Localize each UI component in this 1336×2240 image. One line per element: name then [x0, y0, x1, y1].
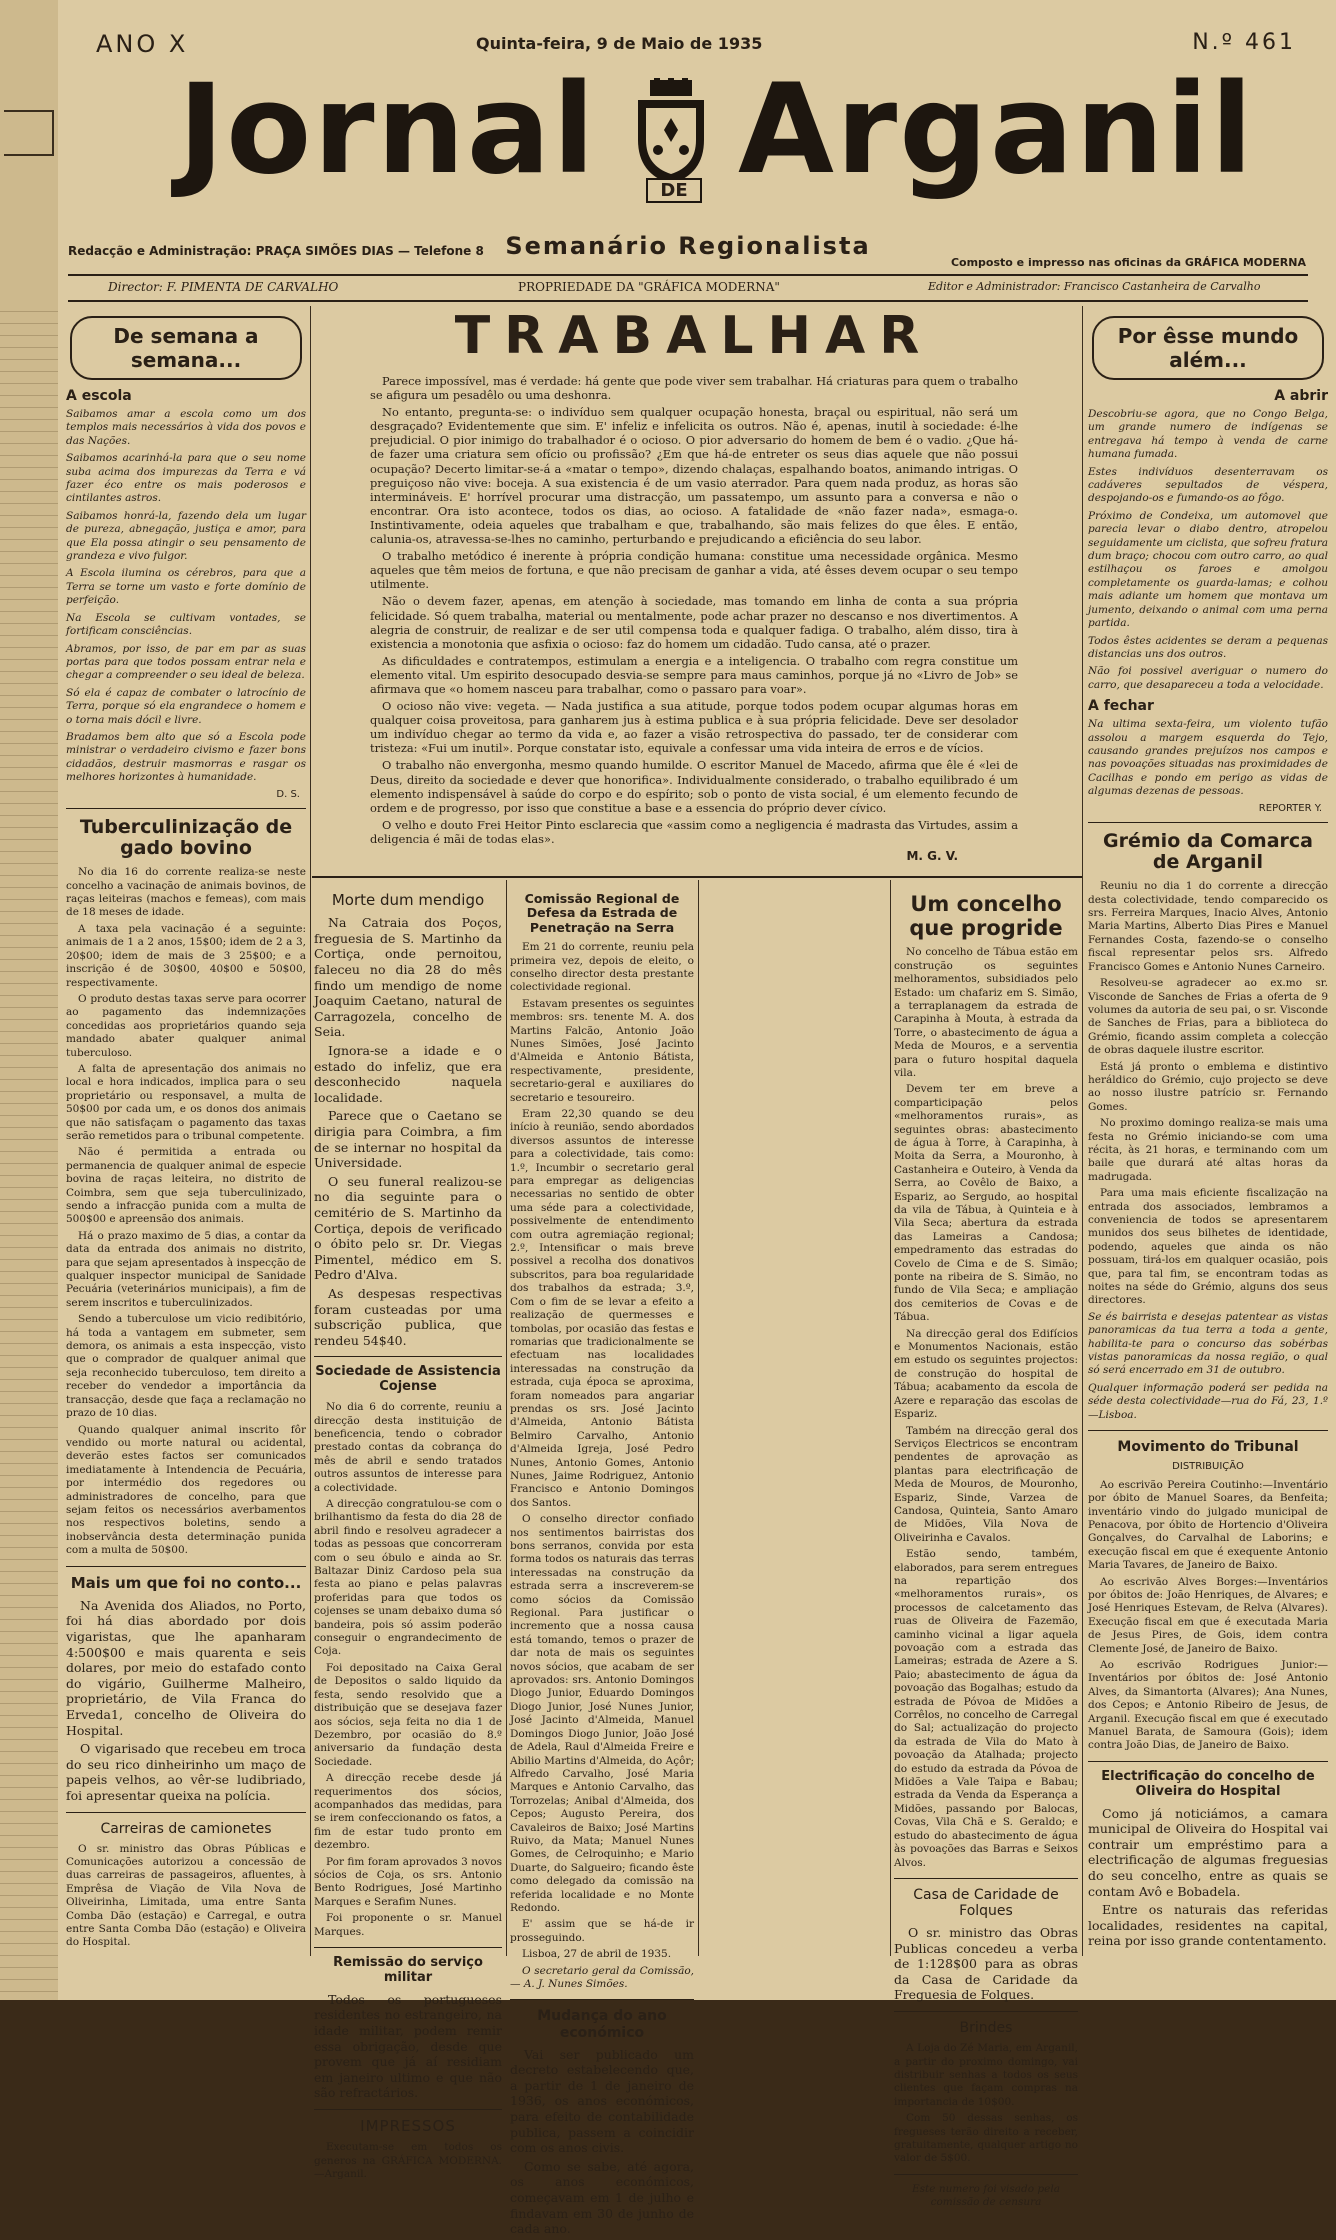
arganil-crest-icon [628, 78, 714, 190]
paragraph: Não é permitida a entrada ou permanencia de qualquer animal de especie bovina de raças leiteira, no distrito de Coimbra, sem que seja tuberculinizado, sendo a infracção punida com a multa de 500$00 e apreensão dos animais. [66, 1146, 306, 1226]
paragraph: Vai ser publicado um decreto estabelecendo que, a partir de 1 de janeiro de 1936, os anos económicos, para efeito de contabilidade publica, passem a coincidir com os anos civis. [510, 2046, 694, 2156]
left-column [66, 306, 306, 1953]
distribution-subhead: DISTRIBUIÇÃO [1172, 1461, 1244, 1473]
paragraph: Descobriu-se agora, que no Congo Belga, um grande numero de indígenas se entregava há tempo à venda de carne humana fumada. [1088, 408, 1328, 461]
staff-row [68, 274, 1308, 302]
paragraph: Em 21 do corrente, reuniu pela primeira vez, depois de eleito, o conselho director desta prestante colectividade regional. [510, 941, 694, 994]
main-article [370, 374, 1018, 865]
paragraph: Há o prazo maximo de 5 dias, a contar da data da entrada dos animais no distrito, para que sejam apresentados à inspecção de qualquer inspector municipal de Sanidade Pecuária (veterinários municipais), a fim de serem inscritos e tuberculinizados. [66, 1229, 306, 1309]
paragraph: A Escola ilumina os cérebros, para que a Terra se torne um vasto e forte domínio de perfeição. [66, 567, 306, 607]
paragraph: Também na direcção geral dos Serviços Electricos se encontram pendentes de aprovação as plantas para electrificação de Meda de Mouros, de Mouronho, Espariz, Sinde, Varzea de Candosa, Quinteia, Santo Amaro de Midões, Vila Nova de Oliveirinha e Cavalos. [894, 1424, 1078, 1544]
paragraph: Devem ter em breve a comparticipação pelos «melhoramentos rurais», as seguintes obras: abastecimento de água à Torre, à Carapinha, à Moita da Serra, a Mouronho, à Castanheira e Outeiro, à Venda da Serra, ao Covêlo de Baixo, a Espariz, ao Sergudo, ao hospital da vila de Tábua, à Quinteia e à Vila Seca; abertura da estrada das Lameiras a Candosa; empedramento das estradas do Covelo de Cima e de S. Simão; ponte na ribeira de S. Simão, no fundo de Vila Seca; e ampliação dos cemiterios de Covas e de Tábua. [894, 1083, 1078, 1324]
paragraph: Estavam presentes os seguintes membros: srs. tenente M. A. dos Martins Falcão, Antonio João Nunes Simões, José Jacinto d'Almeida e Antonio Bátista, respectivamente, presidente, secretario-geral e auxiliares do secretario e tesoureiro. [510, 997, 694, 1104]
director-credit: Director: F. PIMENTA DE CARVALHO [108, 280, 339, 294]
article-title-mudanca-ano: Mudança do ano económico [537, 2008, 667, 2041]
paragraph: O ocioso não vive: vegeta. — Nada justifica a sua atitude, porque todos podem ocupar algumas horas em qualquer coisa proveitosa, para ganharem jus à estima publica e à sua própria felicidade. Deve ser desolador um indivíduo chegar ao termo da vida e, ao fazer a visão retrospectiva do passado, ter de considerar com tristeza: «Fui um inutil». Porque constatar isto, equivale a confessar uma vida inteira de erros e de vícios. [370, 699, 1018, 756]
paragraph: Parece impossível, mas é verdade: há gente que pode viver sem trabalhar. Há criaturas para quem o trabalho se afigura um pesadêlo ou uma deshonra. [370, 374, 1018, 403]
paragraph: Qualquer informação poderá ser pedida na séde desta colectividade—rua do Fá, 23, 1.º—Lisboa. [1088, 1381, 1328, 1421]
paragraph: No entanto, pregunta-se: o indivíduo sem qualquer ocupação honesta, braçal ou espiritual, não será um desgraçado? Evidentemente que sim. E' infeliz e infelicita os outros. Não é, apenas, inutil à sociedade: é-lhe prejudicial. O pior inimigo do trabalhador é o ocioso. O pior adversario do homem de bem é o vadio. ¿Que há-de fazer uma criatura sem ofício ou profissão? ¿Em que há-de entreter os seus dias aquele que não possui ocupação? Decerto limitar-se-á a «matar o tempo», dizendo chalaças, espalhando boatos, animando intrigas. O preguiçoso não vive: boceja. A sua existencia é de um vasio aterrador. Para quem nada produz, as horas são intermináveis. E' horrível procurar uma distracção, um passatempo, um assunto para a conversa e não o encontrar. Ora isto acontece, todos os dias, ao ocioso. A fatalidade de «não fazer nada», esmaga-o. Instintivamente, odeia aqueles que trabalham e que, trabalhando, são mais felizes do que êles. E então, calunia-os, atravessa-se-lhes no caminho, perturbando e prejudicando a eficiência do seu labor. [370, 405, 1018, 547]
column-4 [894, 886, 1078, 2214]
paragraph: Saibamos honrá-la, fazendo dela um lugar de pureza, abnegação, justiça e amor, para que Ela possa atingir o seu pensamento de grandeza e vivo fulgor. [66, 509, 306, 563]
column-rule [310, 306, 311, 1956]
paragraph: Só ela é capaz de combater o latrocínio de Terra, porque só ela engrandece o homem e o torna mais dócil e livre. [66, 686, 306, 726]
paragraph: O sr. ministro das Obras Públicas e Comunicações autorizou a concessão de duas carreiras de passageiros, afluentes, à Emprêsa de Viação de Vila Nova de Oliveirinha, Limitada, uma entre Santa Comba Dão (estação) e Carregal, e outra entre Santa Comba Dão (estação) e Oliveira do Hospital. [66, 1842, 306, 1949]
paragraph: O seu funeral realizou-se no dia seguinte para o cemitério de S. Martinho da Cortiça, depois de verificado o óbito pelo sr. Dr. Viegas Pimentel, médico em S. Pedro d'Alva. [314, 1173, 502, 1283]
paragraph: O velho e douto Frei Heitor Pinto esclarecia que «assim como a negligencia é madrasta das Virtudes, assim a deligencia é mãi de todas elas». [370, 817, 1018, 846]
paragraph: No proximo domingo realiza-se mais uma festa no Grémio iniciando-se com uma récita, às 21 horas, e terminando com um baile que durará até altas horas da madrugada. [1088, 1117, 1328, 1183]
paragraph: Ao escrivão Alves Borges:—Inventários por óbitos de: João Henriques, de Alvares; e José Henriques Estevam, de Relva (Alvares). Execução fiscal em que é executada Maria de Jesus Pires, de Gois, idem contra Clemente José, de Janeiro de Baixo. [1088, 1575, 1328, 1655]
paragraph: Na Catraia dos Poços, freguesia de S. Martinho da Cortiça, onde pernoitou, faleceu no dia 28 do mês findo um mendigo de nome Joaquim Caetano, natural de Carragozela, concelho de Seia. [314, 915, 502, 1040]
divider [894, 2174, 1078, 2175]
column-rule [1082, 306, 1083, 1956]
column-rule [890, 880, 891, 1956]
main-article-bottom-rule [312, 876, 1082, 878]
kicker-a-abrir: A abrir [1274, 388, 1328, 404]
paragraph: Próximo de Condeixa, um automovel que parecia levar o diabo dentro, atropelou seguidamente um ciclista, que sofreu fratura dum braço; chocou com outro carro, ao qual estilhaçou os faroes e amolgou completamente os guarda-lamas; e colhou mais adiante um homem que montava um jumento, deixando o animal com uma perna partida. [1088, 509, 1328, 630]
paragraph: O vigarisado que recebeu em troca do seu rico dinheirinho um maço de papeis velhos, ao vêr-se ludibriado, foi apresentar queixa na polícia. [66, 1741, 306, 1803]
paragraph: Executam-se em todos os generos na GRÁFICA MODERNA.—Arganil. [314, 2141, 502, 2181]
paragraph: Reuniu no dia 1 do corrente a direcção desta colectividade, tendo comparecido os srs. Ferreira Marques, Inacio Alves, Antonio Maria Martins, Alberto Dias Pires e Manuel Fernandes Costa, fazendo-se o conselho fiscal representar pelos srs. Alfredo Francisco Gomes e Antonio Nunes Carneiro. [1088, 880, 1328, 973]
paragraph: Na Avenida dos Aliados, no Porto, foi há dias abordado por dois vigaristas, que lhe apanharam 4:500$00 e mais quarenta e seis dolares, por meio do estafado conto do vigário, Guilherme Malheiro, proprietário, de Vila Franca do Erveda1, concelho de Oliveira do Hospital. [66, 1597, 306, 1738]
article-title-concelho-progride: Um concelho que progride [909, 892, 1063, 941]
printer-credit: Composto e impresso nas oficinas da GRÁFICA MODERNA [950, 256, 1306, 269]
article-title-comissao-regional: Comissão Regional de Defesa da Estrada de Penetração na Serra [524, 891, 680, 935]
paragraph: A direcção recebe desde já requerimentos dos sócios, acompanhados das medidas, para se irem confeccionando os fatos, a fim de estar tudo pronto em dezembro. [314, 1772, 502, 1852]
column-2 [314, 886, 502, 2185]
paragraph: Com 50 dessas senhas, os fregueses terão direito a receber, gratuitamente, qualquer artigo no valor de 5$00. [894, 2112, 1078, 2165]
signature: D. S. [276, 788, 300, 800]
paragraph: O trabalho não envergonha, mesmo quando humilde. O escritor Manuel de Macedo, afirma que êle é «lei de Deus, direito da sociedade e dever que honorifica». Individualmente considerado, o trabalho equilibrado é um elemento indispensável à saúde do corpo e do espírito; sob o ponto de vista social, é um elemento fecundo de ordem e de progresso, por isso que constitue a base e a essencia do próprio dever cívico. [370, 758, 1018, 815]
paragraph: Parece que o Caetano se dirigia para Coimbra, a fim de se internar no hospital da Universidade. [314, 1108, 502, 1171]
paragraph: Sendo a tuberculose um vicio redibitório, há toda a vantagem em submeter, sem demora, os animais a esta inspecção, visto que o comprador de qualquer animal que seja reconhecido tuberculoso, tem direito a receber do vendedor a importância da transacção, desde que faça a reclamação no prazo de 10 dias. [66, 1313, 306, 1420]
nameplate-arganil: Arganil [738, 58, 1255, 202]
paragraph: As dificuldades e contratempos, estimulam a energia e a inteligencia. O trabalho com regra constitue um elemento vital. Um espirito desocupado desvia-se sempre para maus caminhos, porque já no «Livro de Job» se afirmava que «o homem nasceu para trabalhar, como o passaro para voar». [370, 653, 1018, 696]
paragraph: Na ultima sexta-feira, um violento tufão assolou a margem esquerda do Tejo, causando grandes prejuízos nos campos e nas povoações situadas nas proximidades de Cacilhas e pondo em perigo as vidas de algumas dezenas de pessoas. [1088, 718, 1328, 798]
paragraph: Por fim foram aprovados 3 novos sócios de Coja, os srs. Antonio Bento Rodrigues, José Martinho Marques e Serafim Nunes. [314, 1855, 502, 1908]
column-3 [510, 886, 694, 2240]
paragraph: Resolveu-se agradecer ao ex.mo sr. Visconde de Sanches de Frias a oferta de 9 volumes da autoria de seu pai, o sr. Visconde de Sanches de Frias, para a biblioteca do Grémio, ficando assim completa a colecção de obras daquele ilustre escritor. [1088, 977, 1328, 1057]
paragraph: Na Escola se cultivam vontades, se fortificam consciências. [66, 611, 306, 638]
adjacent-page-box [4, 110, 54, 156]
paragraph: Não foi possivel averiguar o numero do carro, que desapareceu a toda a velocidade. [1088, 665, 1328, 691]
main-headline: TRABALHAR [454, 306, 934, 366]
paragraph: Todos os portugueses residentes no estrangeiro, na idade militar, podem remir essa obrigação, desde que provem que já aí residiam em janeiro ultimo e que não são refractários. [314, 1991, 502, 2101]
newspaper-page [58, 0, 1336, 2237]
paragraph: Estes indivíduos desenterravam os cadáveres sepultados de véspera, despojando-os e fumando-os ao fôgo. [1088, 465, 1328, 505]
censorship-note: Este numero foi visado pela comissão de censura [912, 2182, 1060, 2209]
paragraph: O secretario geral da Comissão,— A. J. Nunes Simões. [510, 1964, 694, 1990]
paragraph: Como se sabe, até agora, os anos económicos, começavam em 1 de julho e findavam em 30 de junho de cada ano. [510, 2158, 694, 2237]
article-title-impressos: IMPRESSOS [360, 2117, 456, 2136]
nameplate-de: DE [646, 178, 702, 203]
divider [510, 1999, 694, 2000]
editor-credit: Editor e Administrador: Francisco Castanheira de Carvalho [928, 280, 1261, 293]
divider [66, 808, 306, 809]
paragraph: No dia 16 do corrente realiza-se neste concelho a vacinação de animais bovinos, de raças leiteiras (machos e femeas), com mais de 18 meses de idade. [66, 866, 306, 919]
paragraph: O conselho director confiado nos sentimentos bairristas dos bons serranos, convida por esta forma todos os naturais das terras interessadas na construção da estrada serra a inscreverem-se como sócios da Comissão Regional. Para justificar o incremento que a nossa causa está tomando, temos o prazer de dar nota de mais os seguintes novos sócios, que acabam de ser aprovados: srs. Antonio Domingos Diogo Junior, Eduardo Domingos Diogo Junior, José Nunes Junior, José Jacinto d'Almeida, Manuel Domingos Diogo Junior, João José de Adela, Raul d'Almeida Freire e Abilio Martins d'Almeida, do Açôr; Alfredo Carvalho, José Maria Marques e Antonio Carvalho, das Torrozelas; Anibal d'Almeida, dos Cepos; Augusto Pereira, dos Cavaleiros de Baixo; José Martins Ruivo, da Mata; Manuel Nunes Gomes, de Celroquinho; e Mario Duarte, do Salgueiro; ficando êste como delegado da comissão na referida localidade e no Monte Redondo. [510, 1513, 694, 1914]
paragraph: Quando qualquer animal inscrito fôr vendido ou morte natural ou acidental, deverão estes factos ser comunicados imediatamente à Intendencia de Pecuária, por intermédio dos regedores ou administradores de concelho, para que sejam feitos os necessários averbamentos nos respectivos boletins, sendo a inobservância desta determinação punida com a multa de 50$00. [66, 1423, 306, 1557]
paragraph: Bradamos bem alto que só a Escola pode ministrar o verdadeiro civismo e fazer bons cidadãos, destruir masmorras e rasgar os melhores horizontes à humanidade. [66, 730, 306, 784]
column-rule [506, 880, 507, 1956]
section-box-por-esse-mundo: Por êsse mundo além... [1092, 316, 1324, 380]
adjacent-page-edge [0, 0, 60, 2000]
year-label: ANO X [96, 30, 189, 58]
paragraph: Abramos, por isso, de par em par as suas portas para que todos possam entrar nela e chegar a compreender o seu ideal de beleza. [66, 642, 306, 682]
paragraph: Foi depositado na Caixa Geral de Depositos o saldo liquido da festa, sendo resolvido que a distribuição que se desejava fazer aos sócios, seja feita no dia 1 de Dezembro, por ocasião do 8.º aniversario da fundação desta Sociedade. [314, 1661, 502, 1768]
paragraph: A direcção congratulou-se com o brilhantismo da festa do dia 28 de abril findo e resolveu agradecer a todas as pessoas que concorreram com o seu óbulo e ainda ao Sr. Baltazar Diniz Cardoso pela sua festa ao piano e pelas palavras proferidas para que todos os cojenses se unam debaixo duma só bandeira, pois só assim poderão conseguir o engrandecimento de Coja. [314, 1498, 502, 1658]
paragraph: Não o devem fazer, apenas, em atenção à sociedade, mas tomando em linha de conta a sua própria felicidade. Só quem trabalha, material ou mentalmente, pode achar prazer no descanso e nos divertimentos. A alegria de construir, de realizar e de ser util compensa toda e qualquer fadiga. O trabalho, além disso, tira à existencia a monotonia que asfixia o ocioso: faz do homem um cidadão. Tudo cansa, até o prazer. [370, 594, 1018, 651]
kicker-a-fechar: A fechar [1088, 698, 1154, 715]
article-title-gremio: Grémio da Comarca de Arganil [1103, 829, 1313, 874]
article-title-brindes: Brindes [959, 2020, 1013, 2037]
paper-subtitle: Semanário Regionalista [505, 232, 871, 260]
paragraph: Lisboa, 27 de abril de 1935. [522, 1948, 672, 1961]
adjacent-page-text-lines [0, 300, 58, 2000]
ownership-credit: PROPRIEDADE DA "GRÁFICA MODERNA" [518, 280, 780, 294]
section-box-de-semana: De semana a semana... [70, 316, 302, 380]
signature: REPORTER Y. [1258, 802, 1322, 814]
divider [314, 1356, 502, 1357]
article-title-casa-caridade: Casa de Caridade de Folques [913, 1886, 1059, 1919]
newspaper-nameplate [98, 58, 1278, 202]
article-title-remissao: Remissão do serviço militar [333, 1955, 483, 1985]
paragraph: Está já pronto o emblema e distintivo heráldico do Grémio, cujo projecto se deve ao nosso ilustre patrício sr. Fernando Gomes. [1088, 1060, 1328, 1113]
paragraph: Ao escrivão Pereira Coutinho:—Inventário por óbito de Manuel Soares, da Benfeita; inventário vindo do julgado municipal de Penacova, por óbito de Hortencio d'Oliveira Gonçalves, do Carvalhal de Laborins; e execução fiscal em que é exequente Antonio Maria Tavares, de Janeiro de Baixo. [1088, 1478, 1328, 1572]
paragraph: Estão sendo, também, elaborados, para serem entregues na repartição dos «melhoramentos rurais», os processos de calcetamento das ruas de Oliveira de Fazemão, caminho vicinal a ligar aquela povoação com a estrada das Lameiras; estrada de Azere a S. Paio; abastecimento de água da povoação das Bogalhas; estudo da estrada de Póvoa de Midões a Corrêlos, no concelho de Carregal do Sal; actualização do projecto da estrada de Vila do Mato à povoação da Atalhada; projecto do estudo da estrada da Póvoa de Midões a Vale Taipa e Babau; estrada da Venda da Esperança a Midões, passando por Balocas, Covas, Vila Chã e S. Geraldo; e estudo do abastecimento de água às povoações das Barras e Seixos Alvos. [894, 1548, 1078, 1869]
kicker-a-escola: A escola [66, 388, 132, 404]
divider [894, 2011, 1078, 2012]
paragraph: Ao escrivão Rodrigues Junior:—Inventários por óbitos de: José Antonio Alves, da Simantorta (Alvares); Ana Nunes, dos Cepos; e Antonio Ribeiro de Jesus, de Arganil. Execução fiscal em que é executado Manuel Barata, de Samoura (Gois); idem contra João Dias, de Janeiro de Baixo. [1088, 1658, 1328, 1752]
paragraph: A taxa pela vacinação é a seguinte: animais de 1 a 2 anos, 15$00; idem de 2 a 3, 20$00; idem de mais de 3 25$00; e a inscrição é de 30$00, 40$00 e 50$00, respectivamente. [66, 922, 306, 989]
paragraph: Foi proponente o sr. Manuel Marques. [314, 1912, 502, 1938]
redacao-address: Redacção e Administração: PRAÇA SIMÕES DIAS — Telefone 8 [68, 244, 484, 258]
signature: M. G. V. [906, 849, 958, 863]
article-title-morte-mendigo: Morte dum mendigo [331, 891, 485, 909]
divider [314, 2109, 502, 2110]
paragraph: Saibamos acarinhá-la para que o seu nome suba acima dos impurezas da Terra e vá fazer éco entre os mais poderosos e cintilantes astros. [66, 452, 306, 505]
issue-number: N.º 461 [1192, 30, 1296, 55]
paragraph: Ignora-se a idade e o estado do infeliz, que era desconhecido naquela localidade. [314, 1043, 502, 1105]
nameplate-jornal: Jornal [178, 58, 597, 202]
column-rule [698, 880, 699, 1956]
paragraph: Como já noticiámos, a camara municipal de Oliveira do Hospital vai contrair um empréstimo para a electrificação de algumas freguesias do seu concelho, entre as quais se contam Avô e Bobadela. [1088, 1805, 1328, 1899]
paragraph: O produto destas taxas serve para ocorrer ao pagamento das indemnizações concedidas aos proprietários quando seja mandado abater qualquer animal tuberculoso. [66, 992, 306, 1059]
article-title-carreiras: Carreiras de camionetes [100, 1820, 272, 1837]
divider [1088, 822, 1328, 823]
paragraph: Eram 22,30 quando se deu início à reunião, sendo abordados diversos assuntos de interesse para a colectividade, tais como: 1.º, Incumbir o secretario geral para empregar as deligencias necessarias no sentido de obter uma séde para a colectividade, possivelmente de entendimento com outra agremiação regional; 2.º, Intensificar o mais breve possivel a recolha dos donativos subscritos, para boa regularidade dos trabalhos da estrada; 3.º, Com o fim de se levar a efeito a realização de quermesses e tombolas, por ocasião das festas e romarias que tradicionalmente se efectuam nas localidades interessadas na construção da estrada, cuja época se aproxima, foram nomeados para angariar prendas os srs. José Jacinto d'Almeida, Antonio Bátista Belmiro Carvalho, Antonio d'Almeida Igreja, José Pedro Nunes, Antonio Gomes, Antonio Nunes, Jaime Rodriguez, Antonio Francisco e Antonio Domingos dos Santos. [510, 1108, 694, 1509]
divider [1088, 1761, 1328, 1762]
paragraph: A Loja do Zé Maria, em Arganil, a partir do proximo domingo, vai distribuir senhas a todos os seus clientes que façam compras na importancia de 10$00. [894, 2042, 1078, 2108]
divider [1088, 1430, 1328, 1431]
paragraph: Todos êstes acidentes se deram a pequenas distancias uns dos outros. [1088, 634, 1328, 660]
article-title-tribunal: Movimento do Tribunal [1117, 1439, 1299, 1456]
divider [314, 1947, 502, 1948]
paragraph: Para uma mais eficiente fiscalização na entrada dos associados, lembramos a conveniencia de todos se apresentarem munidos dos seus bilhetes de identidade, podendo, aqueles que ainda os não possuam, tirá-los em qualquer ocasião, pois que, para tal fim, se encontram todas as noites na séde do Grémio, alguns dos seus directores. [1088, 1187, 1328, 1307]
issue-date: Quinta-feira, 9 de Maio de 1935 [476, 34, 763, 53]
paragraph: Saibamos amar a escola como um dos templos mais necessários à vida dos povos e das Nações. [66, 408, 306, 447]
paragraph: As despesas respectivas foram custeadas por uma subscrição publica, que rendeu 54$40. [314, 1285, 502, 1348]
paragraph: No dia 6 do corrente, reuniu a direcção desta instituição de beneficencia, tendo o cobrador prestado contas da cobrança do mês de abril e sendo tratados outros assuntos de interesse para a colectividade. [314, 1401, 502, 1494]
right-column [1088, 306, 1328, 1952]
paragraph: No concelho de Tábua estão em construção os seguintes melhoramentos, subsidiados pelo Estado: um chafariz em S. Simão, a terraplanagem da estrada de Carapinha à Mouta, à estrada da Torre, o abastecimento de água a Meda de Mouros, e a serventia para o futuro hospital daquela vila. [894, 946, 1078, 1079]
paragraph: A falta de apresentação dos animais no local e hora indicados, implica para o seu proprietário ou responsavel, a multa de 50$00 por cada um, e os donos dos animais que não satisfaçam o pagamento das taxas serão remetidos para o tribunal competente. [66, 1062, 306, 1142]
paragraph: O trabalho metódico é inerente à própria condição humana: constitue uma necessidade orgânica. Mesmo aqueles que têm meios de fortuna, e que não precisam de ganhar a vida, até êsses devem ocupar o seu tempo utilmente. [370, 549, 1018, 592]
paragraph: O sr. ministro das Obras Publicas concedeu a verba de 1:128$00 para as obras da Casa de Caridade da Freguesia de Folques. [894, 1925, 1078, 2003]
divider [66, 1812, 306, 1813]
paragraph: Se és bairrista e desejas patentear as vistas panoramicas da tua terra a toda a gente, habilita-te para o concurso das sobérbas vistas panoramicas da nossa região, o qual só será encerrado em 31 de outubro. [1088, 1310, 1328, 1377]
paragraph: E' assim que se há-de ir prosseguindo. [510, 1918, 694, 1944]
divider [66, 1566, 306, 1567]
divider [894, 1878, 1078, 1879]
article-title-sociedade-assistencia: Sociedade de Assistencia Cojense [315, 1364, 501, 1395]
paragraph: Na direcção geral dos Edifícios e Monumentos Nacionais, estão em estudo os seguintes projectos: de construção do hospital de Tábua; acabamento da escola de Azere e reparação das escolas de Espariz. [894, 1327, 1078, 1421]
paragraph: Entre os naturais das referidas localidades, residentes na capital, reina por isso grande contentamento. [1088, 1902, 1328, 1949]
article-title-electrificacao: Electrificação do concelho de Oliveira do Hospital [1101, 1768, 1315, 1799]
article-title-mais-um-conto: Mais um que foi no conto... [70, 1573, 302, 1592]
article-title-tuberculinizacao: Tuberculinização de gado bovino [79, 815, 293, 860]
